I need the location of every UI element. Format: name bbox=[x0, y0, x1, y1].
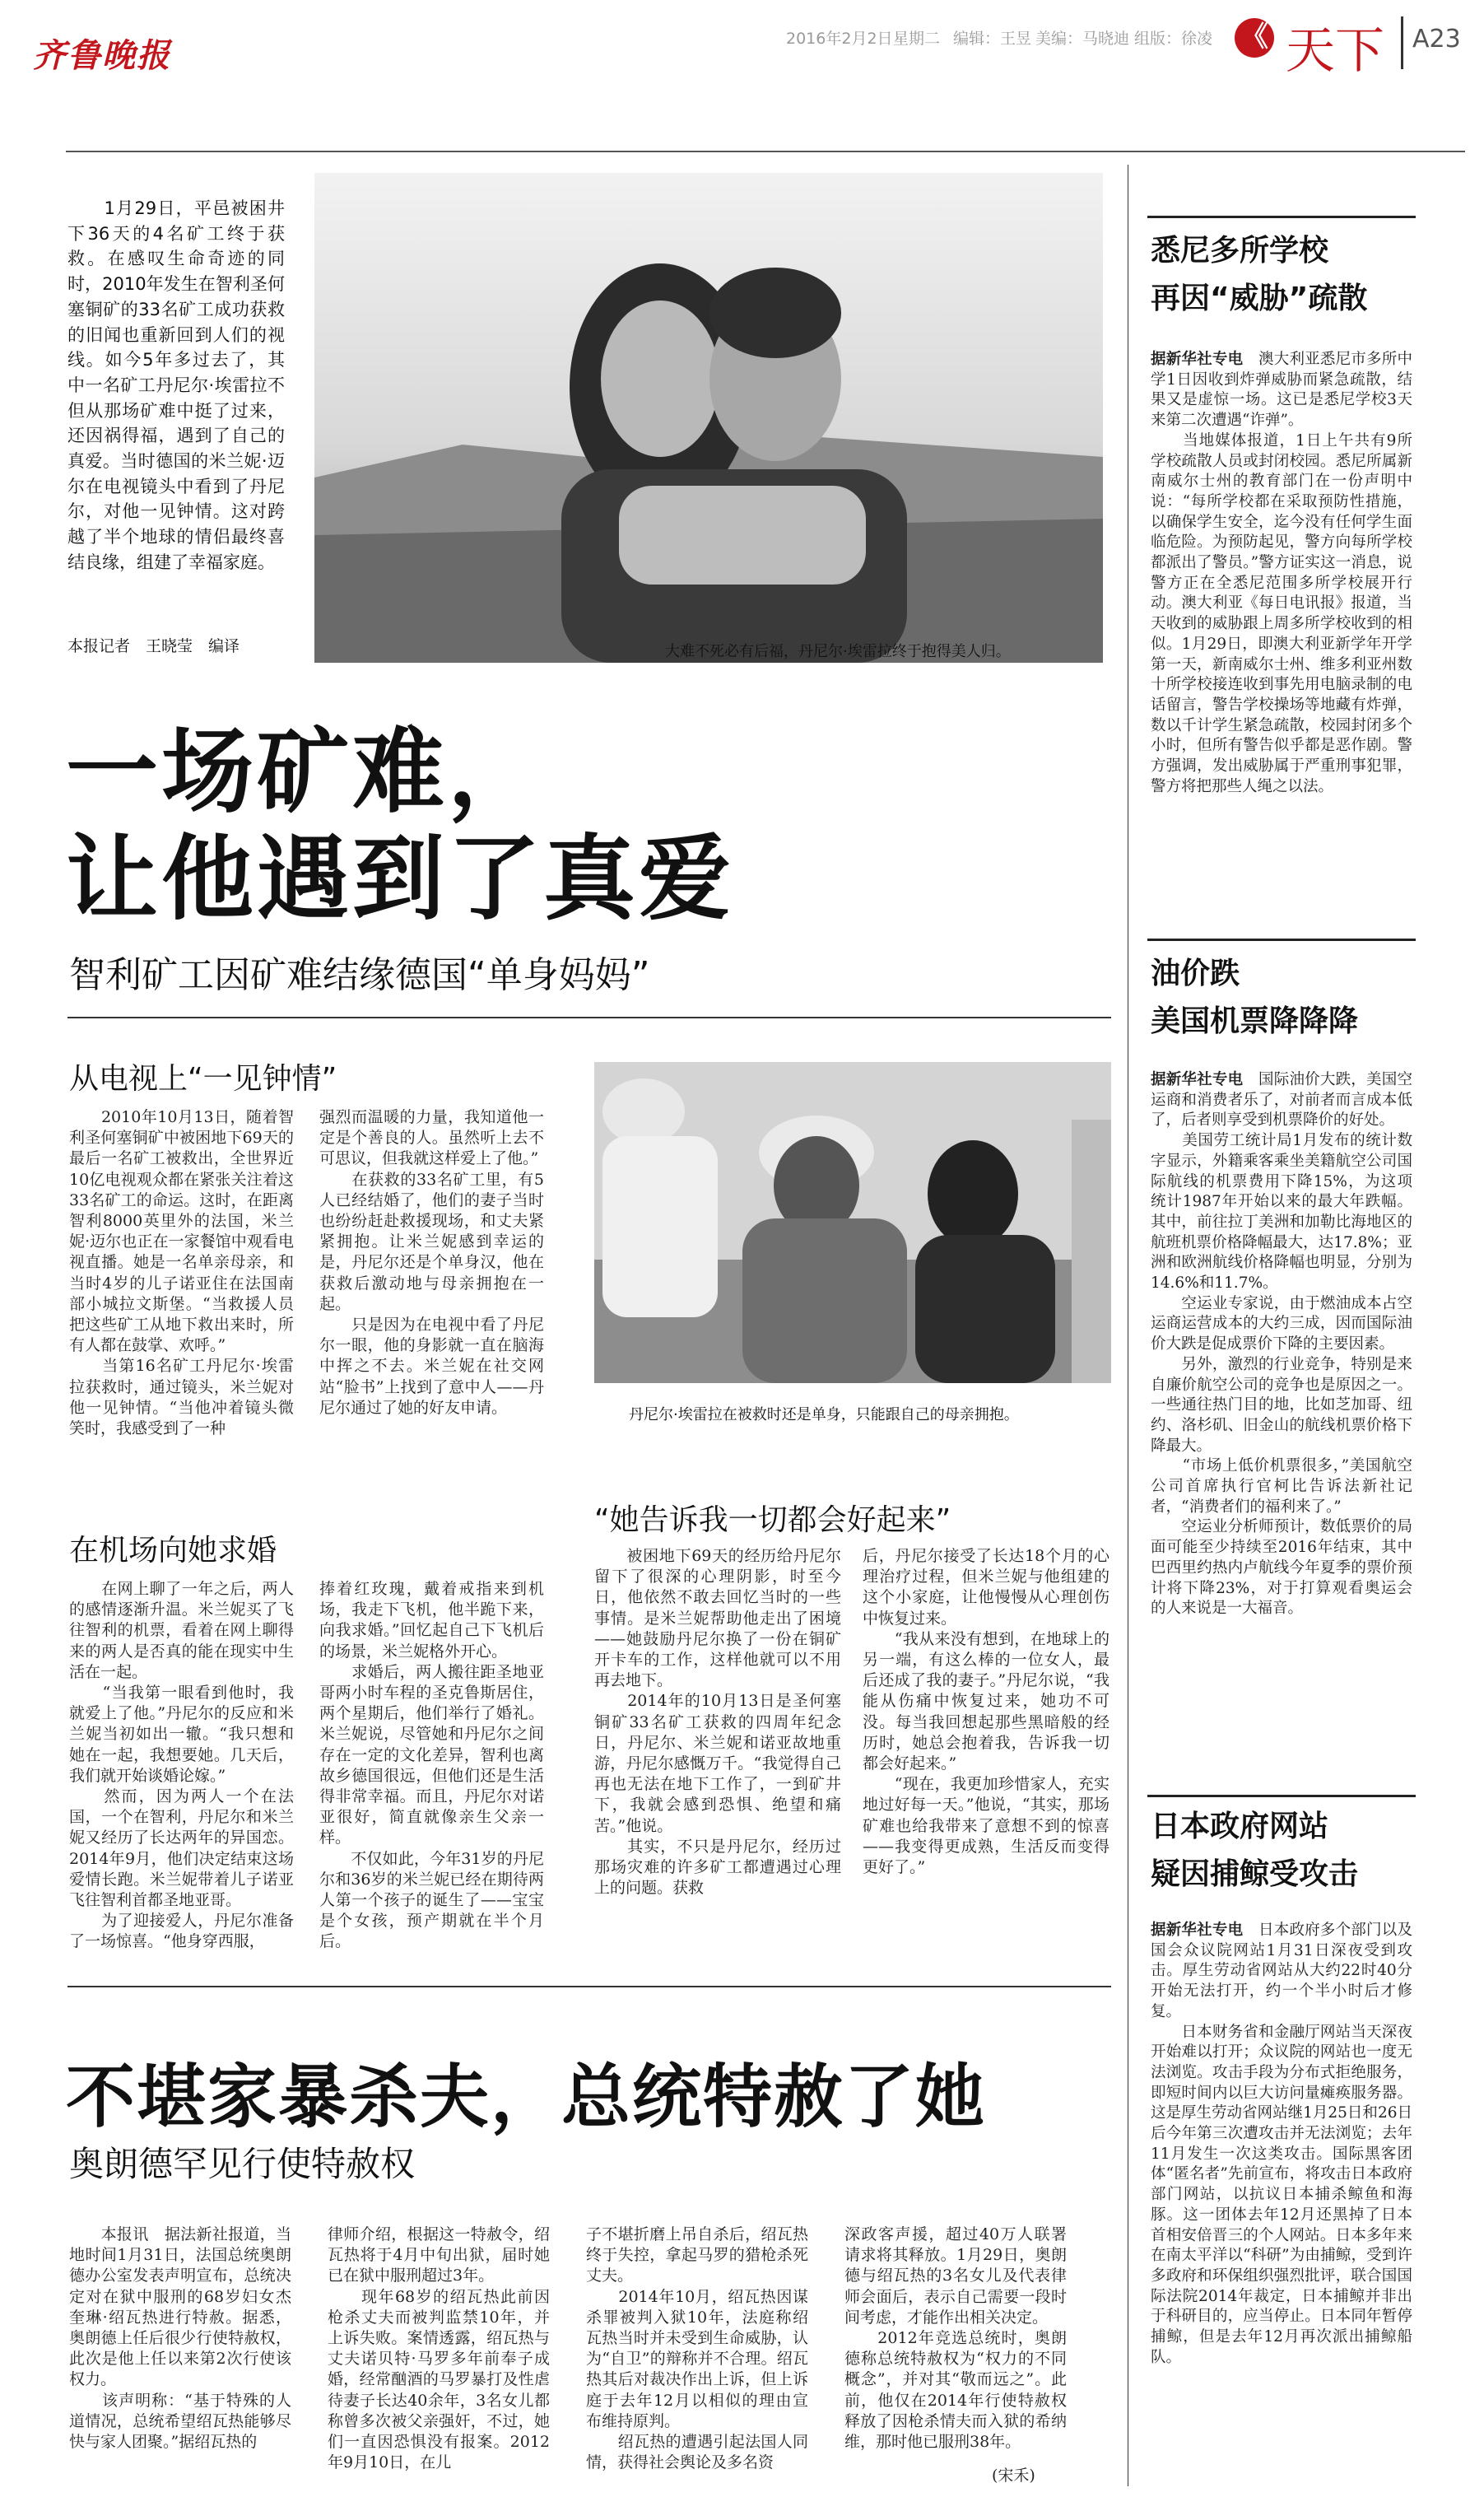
sidebar2-text: 国际油价大跌，美国空运商和消费者乐了，对前者而言成本低了，后者则享受到机票降价的好处。 美国劳工统计局1月发布的统计数字显示，外籍乘客乘坐美籍航空公司国际航线的机票费用下降15%，为这项统计1987年开始以来的最大年跌幅。其中，前往拉丁美洲和加勒比海地区的航班机票价格降幅最大，达17.8%；亚洲和欧洲航线价格降幅也明显，分别为14.6%和11.7%。 空运业专家说，由于燃油成本占空运商运营成本的大约三成，因而国际油价大跌是促成票价下降的主要因素。 另外，激烈的行业竞争，特别是来自廉价航空公司的竞争也是原因之一。一些通往热门目的地，比如芝加哥、纽约、洛杉矶、旧金山的航线机票价格下降最大。 “市场上低价机票很多，”美国航空公司首席执行官柯比告诉法新社记者，“消费者们的福利来了。” 空运业分析师预计，数低票价的局面可能至少持续至2016年结束，其中巴西里约热内卢航线今年夏季的票价预计将下降23%，对于打算观看奥运会的人来说是一大福音。 bbox=[1151, 1071, 1412, 1618]
issue-weekday: 星期二 bbox=[893, 30, 941, 48]
sidebar1-rule bbox=[1147, 216, 1416, 218]
photo1-caption: 大难不死必有后福，丹尼尔·埃雷拉终于抱得美人归。 bbox=[665, 643, 1011, 660]
sidebar3-lead: 据新华社专电 bbox=[1151, 1922, 1244, 1939]
section-chevron-icon: 《 bbox=[1235, 18, 1274, 58]
story2-signoff: (宋禾) bbox=[992, 2467, 1035, 2485]
sidebar2-rule bbox=[1147, 939, 1416, 941]
sidebar2-title-line1: 油价跌 bbox=[1151, 957, 1240, 990]
sidebar3-text: 日本政府多个部门以及国会众议院网站1月31日深夜受到攻击。厚生劳动省网站从大约22时40分开始无法打开，约一个半小时后才修复。 日本财务省和金融厅网站当天深夜开始难以打开；众议院的网站也一度无法浏览。攻击手段为分布式拒绝服务，即短时间内以巨大访问量瘫痪服务器。这是厚生劳动省网站继1月25日和26日后今年第三次遭攻击并无法浏览；去年11月发生一次这类攻击。国际黑客团体“匿名者”先前宣布，将攻击日本政府部门网站，以抗议日本捕杀鲸鱼和海豚。这一团体去年12月还黑掉了日本首相安倍晋三的个人网站。日本多年来在南太平洋以“科研”为由捕鲸，受到许多政府和环保组织强烈批评，联合国国际法院2014年裁定，日本捕鲸并非出于科研目的，应当停止。日本同年暂停捕鲸，但是去年12月再次派出捕鲸船队。 bbox=[1151, 1922, 1412, 2366]
photo2-caption: 丹尼尔·埃雷拉在被救时还是单身，只能跟自己的母亲拥抱。 bbox=[629, 1406, 1019, 1423]
section3-title: “她告诉我一切都会好起来” bbox=[594, 1503, 951, 1537]
section1-title: 从电视上“一见钟情” bbox=[69, 1062, 337, 1096]
section1-col2: 强烈而温暖的力量，我知道他一定是个善良的人。虽然听上去不可思议，但我就这样爱上了他。” 在获救的33名矿工里，有5人已经结婚了，他们的妻子当时也纷纷赶赴救援现场，和丈夫紧紧拥抱。让米兰妮感到幸运的是，丹尼尔还是个单身汉，他在获救后激动地与母亲拥抱在一起。 只是因为在电视中看了丹尼尔一眼，他的身影就一直在脑海中挥之不去。米兰妮在社交网站“脸书”上找到了意中人——丹尼尔通过了她的好友申请。 bbox=[319, 1108, 544, 1417]
sidebar1-title-line2: 再因“威胁”疏散 bbox=[1151, 282, 1368, 315]
story2-col2: 律师介绍，根据这一特赦令，绍瓦热将于4月中旬出狱，届时她已在狱中服刑超过3年。 现年68岁的绍瓦热此前因枪杀丈夫而被判监禁10年，并上诉失败。案情透露，绍瓦热与丈夫诺贝特·马罗多年前奉子成婚，经常酗酒的马罗暴打及性虐待妻子长达40余年，3名女儿都称曾多次被父亲强奸，不过，她们一直因恐惧没有报案。2012年9月10日，在儿 bbox=[328, 2225, 550, 2472]
story-intro: 1月29日，平邑被困井下36天的4名矿工终于获救。在感叹生命奇迹的同时，2010年发生在智利圣何塞铜矿的33名矿工成功获救的旧闻也重新回到人们的视线。如今5年多过去了，其中一名矿工丹尼尔·埃雷拉不但从那场矿难中挺了过来，还因祸得福，遇到了自己的真爱。当时德国的米兰妮·迈尔在电视镜头中看到了丹尼尔，对他一见钟情。这对跨越了半个地球的情侣最终喜结良缘，组建了幸福家庭。 bbox=[67, 198, 285, 572]
sidebar2-title-line2: 美国机票降降降 bbox=[1151, 1004, 1359, 1038]
section2-col1: 在网上聊了一年之后，两人的感情逐渐升温。米兰妮买了飞往智利的机票，看着在网上聊得来的两人是否真的能在现实中生活在一起。 “当我第一眼看到他时，我就爱上了他。”丹尼尔的反应和米兰妮当初如出一辙。“我只想和她在一起，我想要她。几天后，我们就开始谈婚论嫁。” 然而，因为两人一个在法国，一个在智利，丹尼尔和米兰妮又经历了长达两年的异国恋。2014年9月，他们决定结束这场爱情长跑。米兰妮带着儿子诺亚飞往智利首都圣地亚哥。 为了迎接爱人，丹尼尔准备了一场惊喜。“他身穿西服， bbox=[69, 1580, 294, 1951]
section3-col1: 被困地下69天的经历给丹尼尔留下了很深的心理阴影，时至今日，他依然不敢去回忆当时的一些事情。是米兰妮帮助他走出了困境——她鼓励丹尼尔换了一份在铜矿开卡车的工作，这样他就可以不用再去地下。 2014年的10月13日是圣何塞铜矿33名矿工获救的四周年纪念日，丹尼尔、米兰妮和诺亚故地重游，丹尼尔感慨万千。“我觉得自己再也无法在地下工作了，一到矿井下，我就会感到恐惧、绝望和痛苦。”他说。 其实，不只是丹尼尔，经历过那场灾难的许多矿工都遭遇过心理上的问题。获救 bbox=[594, 1547, 841, 1898]
rescue-photo bbox=[594, 1062, 1111, 1383]
header-divider bbox=[1401, 16, 1403, 69]
section3-col2: 后，丹尼尔接受了长达18个月的心理治疗过程，但米兰妮与他组建的这个小家庭，让他慢慢从心理创伤中恢复过来。 “我从来没有想到，在地球上的另一端，有这么棒的一位女人，最后还成了我的妻子。”丹尼尔说，“我能从伤痛中恢复过来，她功不可没。每当我回想起那些黑暗般的经历时，她总会抱着我，告诉我一切都会好起来。” “现在，我更加珍惜家人，充实地过好每一天。”他说，“其实，那场矿难也给我带来了意想不到的惊喜——我变得更成熟，生活反而变得更好了。” bbox=[863, 1547, 1110, 1877]
section2-title: 在机场向她求婚 bbox=[69, 1534, 277, 1568]
issue-date: 2016年2月2日 bbox=[786, 30, 893, 48]
sidebar3-title-line2: 疑因捕鲸受攻击 bbox=[1151, 1857, 1359, 1891]
headline-line1: 一场矿难， bbox=[66, 719, 543, 826]
story2-subheadline: 奥朗德罕见行使特赦权 bbox=[69, 2144, 416, 2184]
sidebar1-lead: 据新华社专电 bbox=[1151, 351, 1244, 368]
editor-credit: 编辑：王昱 bbox=[953, 30, 1032, 48]
story2-rule bbox=[67, 1986, 1111, 1987]
byline: 本报记者 王晓莹 编译 bbox=[67, 637, 240, 655]
sidebar3-title-line1: 日本政府网站 bbox=[1151, 1810, 1329, 1843]
section2-col2: 捧着红玫瑰，戴着戒指来到机场，我走下飞机，他半跪下来，向我求婚。”回忆起自己下飞机后的场景，米兰妮格外开心。 求婚后，两人搬往距圣地亚哥两小时车程的圣克鲁斯居住，两个星期后，他们举行了婚礼。米兰妮说，尽管她和丹尼尔之间存在一定的文化差异，智利也离故乡德国很远，但他们还是生活得非常幸福。而且，丹尼尔对诺亚很好，简直就像亲生父亲一样。 不仅如此，今年31岁的丹尼尔和36岁的米兰妮已经在期待两人第一个孩子的诞生了——宝宝是个女孩，预产期就在半个月后。 bbox=[319, 1580, 544, 1951]
section1-col1: 2010年10月13日，随着智利圣何塞铜矿中被困地下69天的最后一名矿工被救出，全世界近10亿电视观众都在紧张关注着这33名矿工的命运。这时，在距离智利8000英里外的法国，米兰妮·迈尔也正在一家餐馆中观看电视直播。她是一名单亲母亲，和当时4岁的儿子诺亚住在法国南部小城拉文斯堡。“当救援人员把这些矿工从地下救出来时，所有人都在鼓掌、欢呼。” 当第16名矿工丹尼尔·埃雷拉获救时，通过镜头，米兰妮对他一见钟情。“当他冲着镜头微笑时，我感受到了一种 bbox=[69, 1108, 294, 1438]
masthead: 齐鲁晚报 bbox=[33, 36, 171, 75]
art-credit: 美编：马晓迪 bbox=[1035, 30, 1130, 48]
subheadline: 智利矿工因矿难结缘德国“单身妈妈” bbox=[69, 954, 650, 996]
sidebar1-title-line1: 悉尼多所学校 bbox=[1151, 234, 1329, 268]
couple-photo bbox=[314, 173, 1103, 663]
story2-col4: 深政客声援，超过40万人联署请求将其释放。1月29日，奥朗德与绍瓦热的3名女儿及代表律师会面后，表示自己需要一段时间考虑，才能作出相关决定。 2012年竞选总统时，奥朗德称总统特赦权为“权力的不同概念”，并对其“敬而远之”。此前，他仅在2014年行使特赦权释放了因枪杀情夫而入狱的希纳维，那时他已服刑38年。 bbox=[844, 2225, 1067, 2452]
page-number: A23 bbox=[1412, 25, 1461, 54]
sidebar2-body bbox=[1151, 1070, 1412, 1619]
sidebar3-rule bbox=[1147, 1795, 1416, 1797]
headline-line2: 让他遇到了真爱 bbox=[66, 826, 734, 933]
story2-col1: 本报讯 据法新社报道，当地时间1月31日，法国总统奥朗德办公室发表声明宣布，总统决定对在狱中服刑的68岁妇女杰奎琳·绍瓦热进行特赦。据悉，奥朗德上任后很少行使特赦权，此次是他上任以来第2次行使该权力。 该声明称：“基于特殊的人道情况，总统希望绍瓦热能够尽快与家人团聚。”据绍瓦热的 bbox=[69, 2225, 291, 2452]
sidebar1-text: 澳大利亚悉尼市多所中学1日因收到炸弹威胁而紧急疏散，结果又是虚惊一场。这已是悉尼学校3天来第二次遭遇“诈弹”。 当地媒体报道，1日上午共有9所学校疏散人员或封闭校园。悉尼所属新南威尔士州的教育部门在一份声明中说：“每所学校都在采取预防性措施，以确保学生安全，迄今没有任何学生面临危险。为预防起见，警方向每所学校都派出了警员。”警方证实这一消息，说警方正在全悉尼范围多所学校展开行动。澳大利亚《每日电讯报》报道，当天收到的威胁跟上周多所学校收到的相似。1月29日，即澳大利亚新学年开学第一天，新南威尔士州、维多利亚州数十所学校接连收到事先用电脑录制的电话留言，警告学校操场等地藏有炸弹，数以千计学生紧急疏散，校园封闭多个小时，但所有警告似乎都是恶作剧。警方强调，发出威胁属于严重刑事犯罪，警方将把那些人绳之以法。 bbox=[1151, 351, 1412, 795]
headline-rule bbox=[67, 1017, 1111, 1018]
sidebar3-body bbox=[1151, 1921, 1412, 2368]
section-name: 天下 bbox=[1286, 22, 1384, 80]
header-rule bbox=[66, 151, 1465, 152]
layout-credit: 组版：徐凌 bbox=[1134, 30, 1213, 48]
sidebar2-lead: 据新华社专电 bbox=[1151, 1071, 1244, 1088]
story2-headline: 不堪家暴杀夫，总统特赦了她 bbox=[66, 2057, 987, 2137]
story2-col3: 子不堪折磨上吊自杀后，绍瓦热终于失控，拿起马罗的猎枪杀死丈夫。 2014年10月，绍瓦热因谋杀罪被判入狱10年，法庭称绍瓦热当时并未受到生命威胁，认为“自卫”的辩称并不合理。绍瓦热其后对裁决作出上诉，但上诉庭于去年12月以相似的理由宣布维持原判。 绍瓦热的遭遇引起法国人同情，获得社会舆论及多名资 bbox=[586, 2225, 808, 2472]
sidebar1-body bbox=[1151, 350, 1412, 797]
